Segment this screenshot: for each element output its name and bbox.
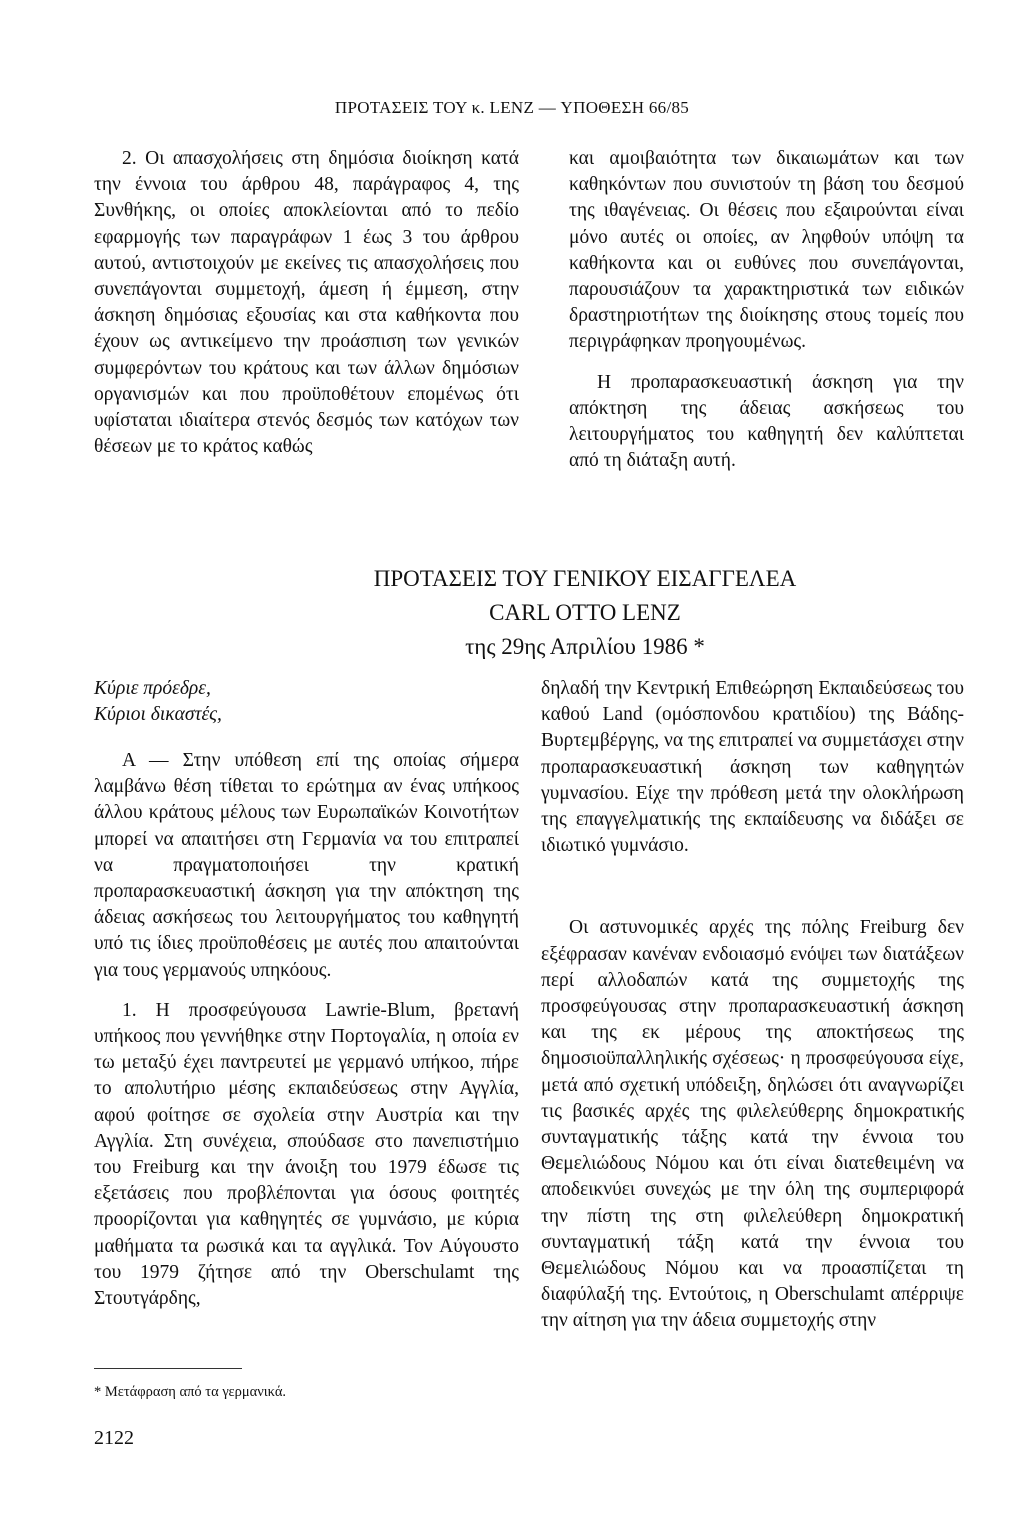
title-line-name: CARL OTTO LENZ xyxy=(489,600,681,625)
running-header: ΠΡΟΤΑΣΕΙΣ ΤΟΥ κ. LENZ — ΥΠΟΘΕΣΗ 66/85 xyxy=(334,98,690,117)
title-line-office: ΠΡΟΤΑΣΕΙΣ ΤΟΥ ΓΕΝΙΚΟΥ ΕΙΣΑΓΓΕΛΕΑ xyxy=(373,566,797,591)
paragraph-2-continued: 2. Οι απασχολήσεις στη δημόσια διοίκηση κατά την έννοια του άρθρου 48, παράγραφος 4, της Συνθήκης, οι οποίες αποκλείονται από το πεδίο εφαρμογής των παραγράφων 1 έως 3 του άρθρου αυτού, αντιστοιχούν με εκείνες τις απασχολήσεις που συνεπάγονται συμμετοχή, άμεση ή έμμεση, στην άσκηση δημόσιας εξουσίας και στα καθήκοντα που έχουν ως αντικείμενο την προάσπιση των γενικών συμφερόντων του κράτους και των άλλων δημόσιων οργανισμών και που προϋποθέτουν επομένως ότι υφίσταται ιδιαίτερα στενός δεσμός των κατόχων των θέσεων με το κράτος καθώς xyxy=(94,148,519,458)
salutation-president: Κύριε πρόεδρε, xyxy=(94,678,211,699)
top-left-column xyxy=(94,146,519,460)
title-line-date: της 29ης Απριλίου 1986 * xyxy=(465,634,705,659)
opinion-title-block xyxy=(290,562,880,664)
paragraph-police-authorities: Οι αστυνομικές αρχές της πόλης Freiburg δεν εξέφρασαν κανέναν ενδοιασμό ενόψει των διατάξεων περί αλλοδαπών κατά της συμμετοχής της προσφεύγουσας στην προπαρασκευαστική άσκηση και της εκ μέρους της αποκτήσεως της δημοσιοϋπαλληλικής σχέσεως· η προσφεύγουσα είχε, μετά από σχετική υπόδειξη, δηλώσει ότι αναγνωρίζει τις βασικές αρχές της φιλελεύθερης δημοκρατικής συνταγματικής τάξης κατά την έννοια του Θεμελιώδους Νόμου και ότι είναι διατεθειμένη να αποδεικνύει συνεχώς με την όλη της συμπεριφορά την πίστη της στη φιλελεύθερη δημοκρατική συνταγματική τάξη κατά την έννοια του Θεμελιώδους Νόμου και να προασπίζεται τη διαφύλαξή της. Εντούτοις, η Oberschulamt απέρριψε την αίτηση για την άδεια συμμετοχής στην xyxy=(541,917,964,1332)
bottom-right-column xyxy=(541,676,964,1335)
paragraph-2-continuation: και αμοιβαιότητα των δικαιωμάτων και των καθηκόντων που συνιστούν τη βάση του δεσμού της ιθαγένειας. Οι θέσεις που εξαιρούνται είναι μόνο αυτές οι οποίες, αν ληφθούν υπόψη τα καθήκοντα και οι ευθύνες που συνεπάγονται, παρουσιάζουν τα χαρακτηριστικά των ειδικών δραστηριοτήτων της διοίκησης στους τομείς που περιγράφηκαν προηγουμένως. xyxy=(569,148,964,353)
paragraph-1: 1. Η προσφεύγουσα Lawrie-Blum, βρετανή υπήκοος που γεννήθηκε στην Πορτογαλία, η οποία εν τω μεταξύ έχει παντρευτεί με γερμανό υπήκοο, πήρε το απολυτήριο μέσης εκπαιδεύσεως στην Αγγλία, αφού φοίτησε σε σχολεία στην Αυστρία και την Αγγλία. Στη συνέχεια, σπούδασε στο πανεπιστήμιο του Freiburg και την άνοιξη του 1979 έδωσε τις εξετάσεις που προβλέπονται για όσους φοιτητές προορίζονται για καθηγητές σε γυμνάσιο, με κύρια μαθήματα τα ρωσικά και τα αγγλικά. Τον Αύγουστο του 1979 ζήτησε από την Oberschulamt της Στουτγάρδης, xyxy=(94,999,519,1310)
paragraph-a: Α — Στην υπόθεση επί της οποίας σήμερα λαμβάνω θέση τίθεται το ερώτημα αν ένας υπήκοος άλλου κράτους μέλους των Ευρωπαϊκών Κοινοτήτων μπορεί να απαιτήσει στη Γερμανία να του επιτραπεί να πραγματοποιήσει την κρατική προπαρασκευαστική άσκηση για την απόκτηση της άδειας ασκήσεως του λειτουργήματος του καθηγητή υπό τις ίδιες προϋποθέσεις με αυτές που απαιτούνται για τους γερμανούς υπηκόους. xyxy=(94,750,519,981)
top-right-column xyxy=(569,146,964,474)
paragraph-1-continued: δηλαδή την Κεντρική Επιθεώρηση Εκπαιδεύσεως του καθού Land (ομόσπονδου κρατιδίου) της Βάδης-Βυρτεμβέργης, να της επιτραπεί να συμμετάσχει στην προπαρασκευαστική άσκηση των καθηγητών γυμνασίου. Είχε την πρόθεση μετά την ολοκλήρωση της επαγγελματικής της εκπαίδευσης να διδάξει σε ιδιωτικό γυμνάσιο. xyxy=(541,678,964,857)
page-number: 2122 xyxy=(94,1427,134,1449)
footnote: * Μετάφραση από τα γερμανικά. xyxy=(94,1384,287,1400)
footnote-divider xyxy=(94,1368,242,1369)
paragraph-exception-note: Η προπαρασκευαστική άσκηση για την απόκτηση της άδειας ασκήσεως του λειτουργήματος του καθηγητή δεν καλύπτεται από τη διάταξη αυτή. xyxy=(569,371,964,472)
salutation xyxy=(94,676,519,728)
salutation-judges: Κύριοι δικαστές, xyxy=(94,704,222,725)
bottom-left-column xyxy=(94,676,519,1312)
